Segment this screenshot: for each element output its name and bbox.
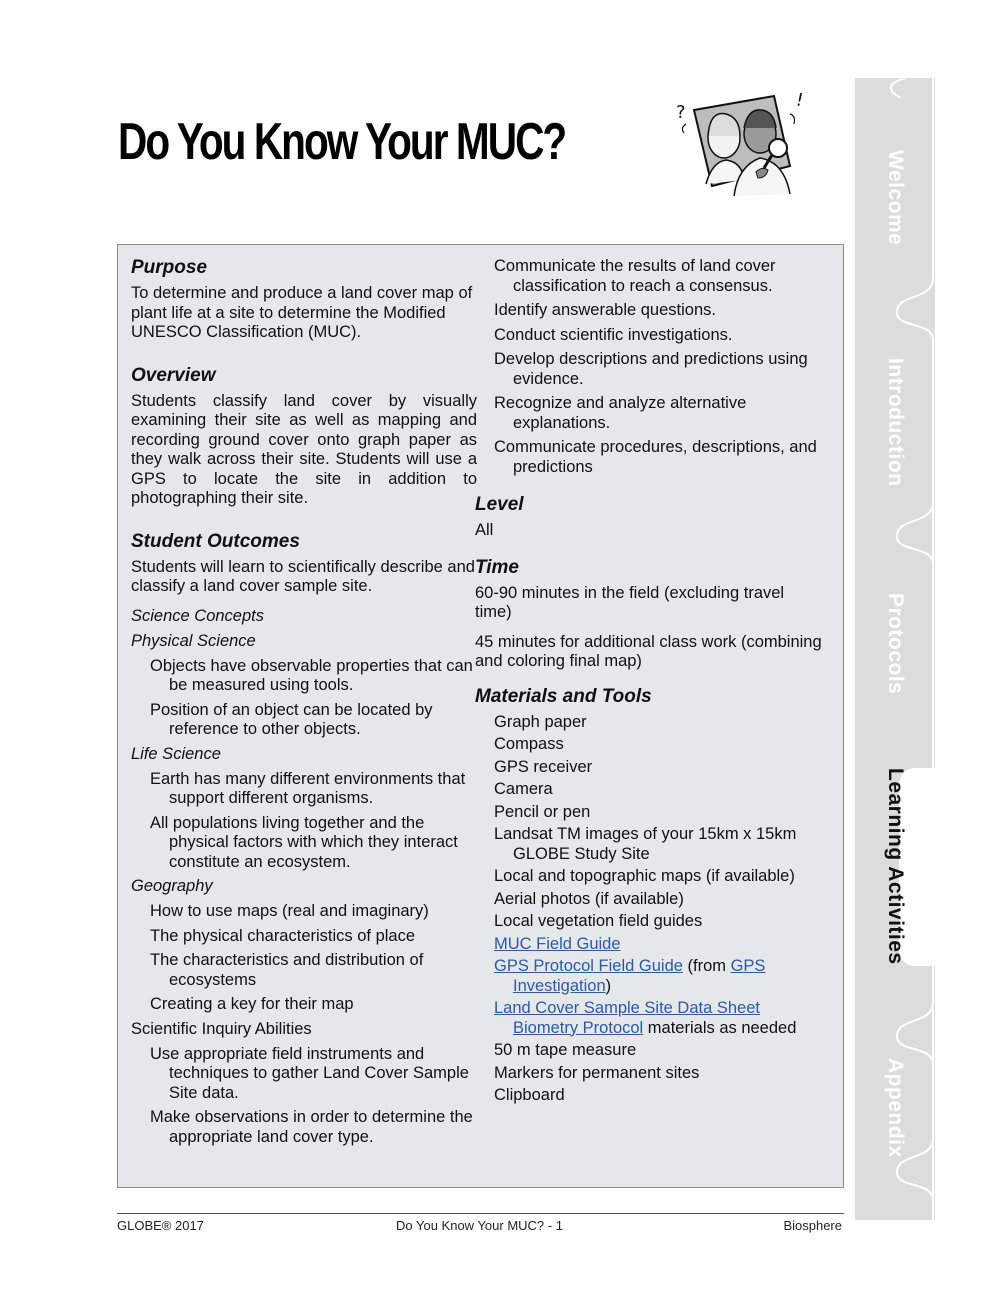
list-item: Communicate procedures, descriptions, and predictions [494, 438, 817, 476]
page-title: Do You Know Your MUC? [118, 113, 566, 171]
muc-field-guide-link[interactable]: MUC Field Guide [494, 934, 621, 953]
level-heading: Level [475, 494, 524, 515]
list-item: Position of an object can be located by reference to other objects. [150, 700, 433, 738]
science-concepts-label: Science Concepts [131, 606, 264, 625]
footer-center: Do You Know Your MUC? - 1 [396, 1218, 563, 1233]
left-column [131, 257, 477, 1152]
tab-protocols[interactable]: Protocols [884, 593, 907, 695]
list-item: Conduct scientific investigations. [494, 325, 733, 344]
tab-welcome[interactable]: Welcome [884, 150, 907, 246]
svg-text:?: ? [676, 102, 686, 123]
footer-left: GLOBE® 2017 [117, 1218, 204, 1233]
purpose-text: To determine and produce a land cover map of plant life at a site to determine the Modified UNESCO Classification (MUC). [131, 284, 473, 341]
list-item: Communicate the results of land cover classification to reach a consensus. [494, 257, 776, 295]
list-item: How to use maps (real and imaginary) [150, 902, 429, 920]
materials-heading: Materials and Tools [475, 685, 652, 707]
list-item: Compass [494, 735, 564, 753]
gps-investigation-link[interactable]: GPS [730, 957, 766, 975]
list-item: Graph paper [494, 712, 587, 731]
list-item [494, 999, 824, 1038]
student-outcomes-heading: Student Outcomes [131, 530, 300, 552]
list-item: Use appropriate field instruments and techniques to gather Land Cover Sample Site data. [150, 1044, 469, 1102]
list-item: The physical characteristics of place [150, 926, 416, 945]
list-item: Make observations in order to determine the appropriate land cover type. [150, 1108, 473, 1146]
list-item [494, 935, 824, 955]
overview-heading: Overview [131, 364, 216, 386]
materials-needed-text: materials as needed [643, 1018, 797, 1037]
list-item: Markers for permanent sites [494, 1063, 700, 1082]
time-heading: Time [475, 556, 520, 578]
geography-label: Geography [131, 877, 213, 895]
list-item: Recognize and analyze alternative explanations. [494, 394, 747, 432]
life-science-label: Life Science [131, 744, 221, 763]
gps-protocol-field-guide-link[interactable]: GPS Protocol Field Guide [494, 957, 683, 975]
from-text: (from [682, 957, 731, 975]
list-item: Aerial photos (if available) [494, 889, 684, 908]
purpose-heading: Purpose [131, 257, 208, 278]
overview-text: Students classify land cover by visually examining their site as well as mapping and recording ground cover onto graph paper as they walk across their site. Students will use a GPS to locate the site in addition to photographing their site. [131, 391, 477, 507]
list-item [494, 957, 824, 996]
time-text-class: 45 minutes for additional class work (combining and coloring final map) [475, 632, 822, 670]
list-item: Pencil or pen [494, 802, 591, 821]
students-magnifier-illustration [672, 88, 812, 200]
svg-text:!: ! [793, 89, 806, 112]
footer-right: Biosphere [783, 1218, 842, 1233]
section-tabs [855, 78, 935, 1220]
level-text: All [475, 521, 494, 539]
list-item: Local and topographic maps (if available) [494, 867, 795, 885]
activity-summary-panel [117, 244, 844, 1188]
scientific-inquiry-label: Scientific Inquiry Abilities [131, 1019, 312, 1038]
list-item: Landsat TM images of your 15km x 15km GLOBE Study Site [494, 825, 797, 863]
list-item: Earth has many different environments that support different organisms. [150, 769, 466, 807]
tab-appendix[interactable]: Appendix [884, 1058, 907, 1158]
list-item: Clipboard [494, 1086, 565, 1104]
tab-learning-activities[interactable]: Learning Activities [884, 767, 907, 965]
physical-science-label: Physical Science [131, 631, 256, 650]
student-outcomes-text: Students will learn to scientifically describe and classify a land cover sample site. [131, 557, 475, 595]
list-item: Creating a key for their map [150, 995, 354, 1013]
close-paren-text: ) [605, 976, 612, 995]
gps-investigation-link-cont[interactable]: Investigation [513, 976, 606, 995]
tab-introduction[interactable]: Introduction [884, 357, 907, 487]
land-cover-data-sheet-link[interactable]: Land Cover Sample Site Data Sheet [494, 999, 760, 1017]
list-item: Objects have observable properties that can be measured using tools. [150, 656, 473, 694]
right-column [475, 257, 824, 1109]
list-item: Camera [494, 780, 553, 798]
biometry-protocol-link[interactable]: Biometry Protocol [513, 1018, 644, 1037]
list-item: Identify answerable questions. [494, 301, 716, 319]
list-item: GPS receiver [494, 757, 593, 776]
list-item: The characteristics and distribution of ecosystems [150, 951, 424, 989]
list-item: All populations living together and the physical factors with which they interact constitute an ecosystem. [150, 813, 458, 871]
list-item: 50 m tape measure [494, 1041, 637, 1059]
footer-divider [117, 1213, 844, 1214]
time-text-field: 60-90 minutes in the field (excluding travel time) [475, 583, 785, 621]
list-item: Develop descriptions and predictions using evidence. [494, 350, 808, 388]
list-item: Local vegetation field guides [494, 912, 703, 930]
